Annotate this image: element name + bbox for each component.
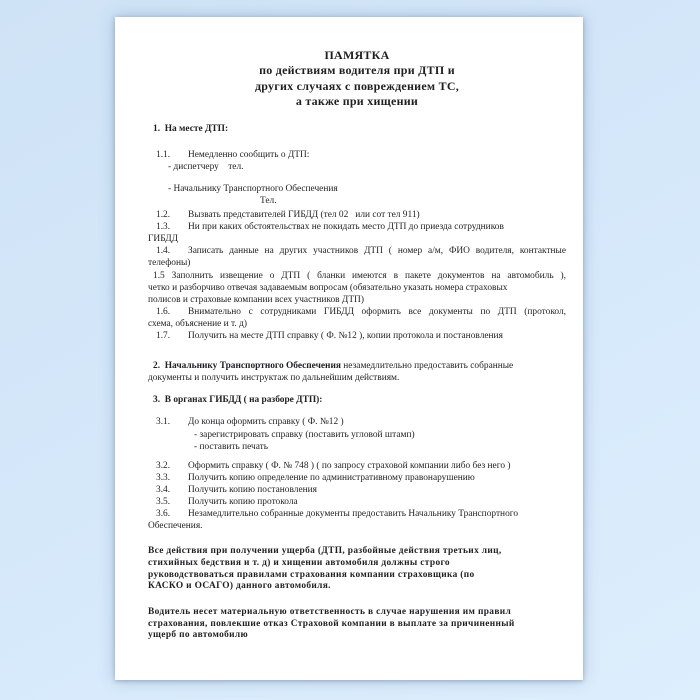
item-number: 3.2. <box>156 460 171 471</box>
item-number: 3.4. <box>156 484 171 495</box>
line-text: Ни при каких обстоятельствах не покидать место ДТП до приезда сотрудников <box>188 222 504 233</box>
item-number: 3.3. <box>156 472 171 483</box>
tel-line <box>148 195 566 207</box>
line-text: четко и разборчиво отвечая задаваемым вопросам (обязательно указать номера страховых <box>148 282 508 293</box>
list-item <box>148 472 566 484</box>
sub-item <box>148 441 566 453</box>
continuation-line <box>148 233 566 245</box>
line-text: а также при хищении <box>295 94 419 109</box>
notice-line <box>148 630 566 642</box>
document-page <box>115 17 583 680</box>
list-item <box>148 221 566 233</box>
line-text: - диспетчеру тел. <box>168 161 244 172</box>
line-text: документы и получить инструктаж по дальнейшим действиям. <box>148 373 400 384</box>
notice-line <box>148 558 566 570</box>
line-text: телефоны) <box>148 258 191 269</box>
notice-line <box>148 570 566 582</box>
line-text: Получить копию определение по административному правонарушению <box>188 472 475 483</box>
paragraph-line <box>148 372 566 384</box>
line-text: 1.5 Заполнить извещение о ДТП ( бланки имеются в пакете документов на автомобиль ), <box>153 270 566 281</box>
line-text: ГИБДД <box>148 234 179 245</box>
notice-line <box>148 607 566 619</box>
line-text: Тел. <box>260 196 277 206</box>
line-text: других случаях с повреждением ТС, <box>254 78 460 93</box>
rich-text <box>153 360 513 372</box>
paragraph-line <box>148 282 566 294</box>
line-text: Водитель несет материальную ответственность в случае нарушения им правил <box>148 607 512 618</box>
item-number: 1.6. <box>156 306 171 317</box>
line-text: руководствоваться правилами страхования компании страховщика (по <box>148 569 475 580</box>
paragraph-line <box>148 294 566 306</box>
list-item <box>148 209 566 221</box>
line-text: Немедленно сообщить о ДТП: <box>188 149 310 160</box>
line-text: ПАМЯТКА <box>324 48 390 62</box>
item-number: 1.4. <box>156 246 171 257</box>
notice-line <box>148 581 566 593</box>
notice-line <box>148 546 566 558</box>
item-number: 3.1. <box>156 417 171 428</box>
line-text: - поставить печать <box>194 441 269 452</box>
list-item <box>148 149 566 161</box>
line-text: Вызвать представителей ГИБДД (тел 02 или сот тел 911) <box>188 210 420 221</box>
paragraph-line <box>148 270 566 282</box>
continuation-line <box>148 318 566 330</box>
line-text: 3. В органах ГИБДД ( на разборе ДТП): <box>153 395 323 406</box>
paragraph-line <box>148 360 566 372</box>
item-number: 3.5. <box>156 496 171 507</box>
regular-text: незамедлительно предоставить собранные <box>343 361 514 372</box>
item-number: 1.7. <box>156 331 171 342</box>
line-text: Оформить справку ( Ф. № 748 ) ( по запросу страховой компании либо без него ) <box>188 460 511 471</box>
line-text: Получить на месте ДТП справку ( Ф. №12 ), копии протокола и постановления <box>188 331 503 342</box>
line-text: КАСКО и ОСАГО) данного автомобиля. <box>148 581 331 592</box>
line-text: - Начальнику Транспортного Обеспечения <box>168 183 338 194</box>
line-text: Внимательно с сотрудниками ГИБДД оформить все документы по ДТП (протокол, <box>188 306 566 317</box>
line-text: Получить копию протокола <box>188 496 298 507</box>
line-text: До конца оформить справку ( Ф. №12 ) <box>188 417 344 428</box>
dash-line <box>148 161 566 173</box>
item-number: 1.1. <box>156 149 171 160</box>
list-item <box>148 245 566 257</box>
line-text: Все действия при получении ущерба (ДТП, разбойные действия третьих лиц, <box>148 546 502 557</box>
list-item <box>148 416 566 428</box>
list-item <box>148 496 566 508</box>
line-text: 1. На месте ДТП: <box>153 123 229 134</box>
line-text: Получить копию постановления <box>188 484 317 495</box>
bold-text: 2. Начальнику Транспортного Обеспечения <box>153 361 344 372</box>
section-heading <box>148 123 566 135</box>
document-content <box>148 48 566 642</box>
notice-line <box>148 619 566 631</box>
list-item <box>148 484 566 496</box>
doc-title-line <box>148 63 566 78</box>
list-item <box>148 508 566 520</box>
dash-line <box>148 183 566 195</box>
doc-title-line <box>148 79 566 94</box>
line-text: по действиям водителя при ДТП и <box>259 63 455 78</box>
line-text: Незамедлительно собранные документы предоставить Начальнику Транспортного <box>188 509 519 520</box>
line-text: Обеспечения. <box>148 521 203 532</box>
doc-title-line <box>148 94 566 109</box>
item-number: 3.6. <box>156 509 171 520</box>
list-item <box>148 460 566 472</box>
item-number: 1.2. <box>156 210 171 221</box>
item-number: 1.3. <box>156 222 171 233</box>
section-heading <box>148 394 566 406</box>
line-text: страхования, повлекшие отказ Страховой компании в выплате за причиненный <box>148 618 515 629</box>
doc-title-line <box>148 48 566 63</box>
line-text: Записать данные на других участников ДТП ( номер а/м, ФИО водителя, контактные <box>188 246 567 257</box>
line-text: полисов и страховые компании всех участников ДТП) <box>148 294 364 305</box>
line-text: стихийных бедствия и т. д) и хищении автомобиля должны строго <box>148 557 450 568</box>
list-item <box>148 306 566 318</box>
continuation-line <box>148 520 566 532</box>
sub-item <box>148 429 566 441</box>
list-item <box>148 330 566 342</box>
continuation-line <box>148 257 566 269</box>
line-text: ущерб по автомобилю <box>148 630 249 641</box>
line-text: схема, объяснение и т. д) <box>148 318 247 329</box>
line-text: - зарегистрировать справку (поставить угловой штамп) <box>194 429 415 440</box>
